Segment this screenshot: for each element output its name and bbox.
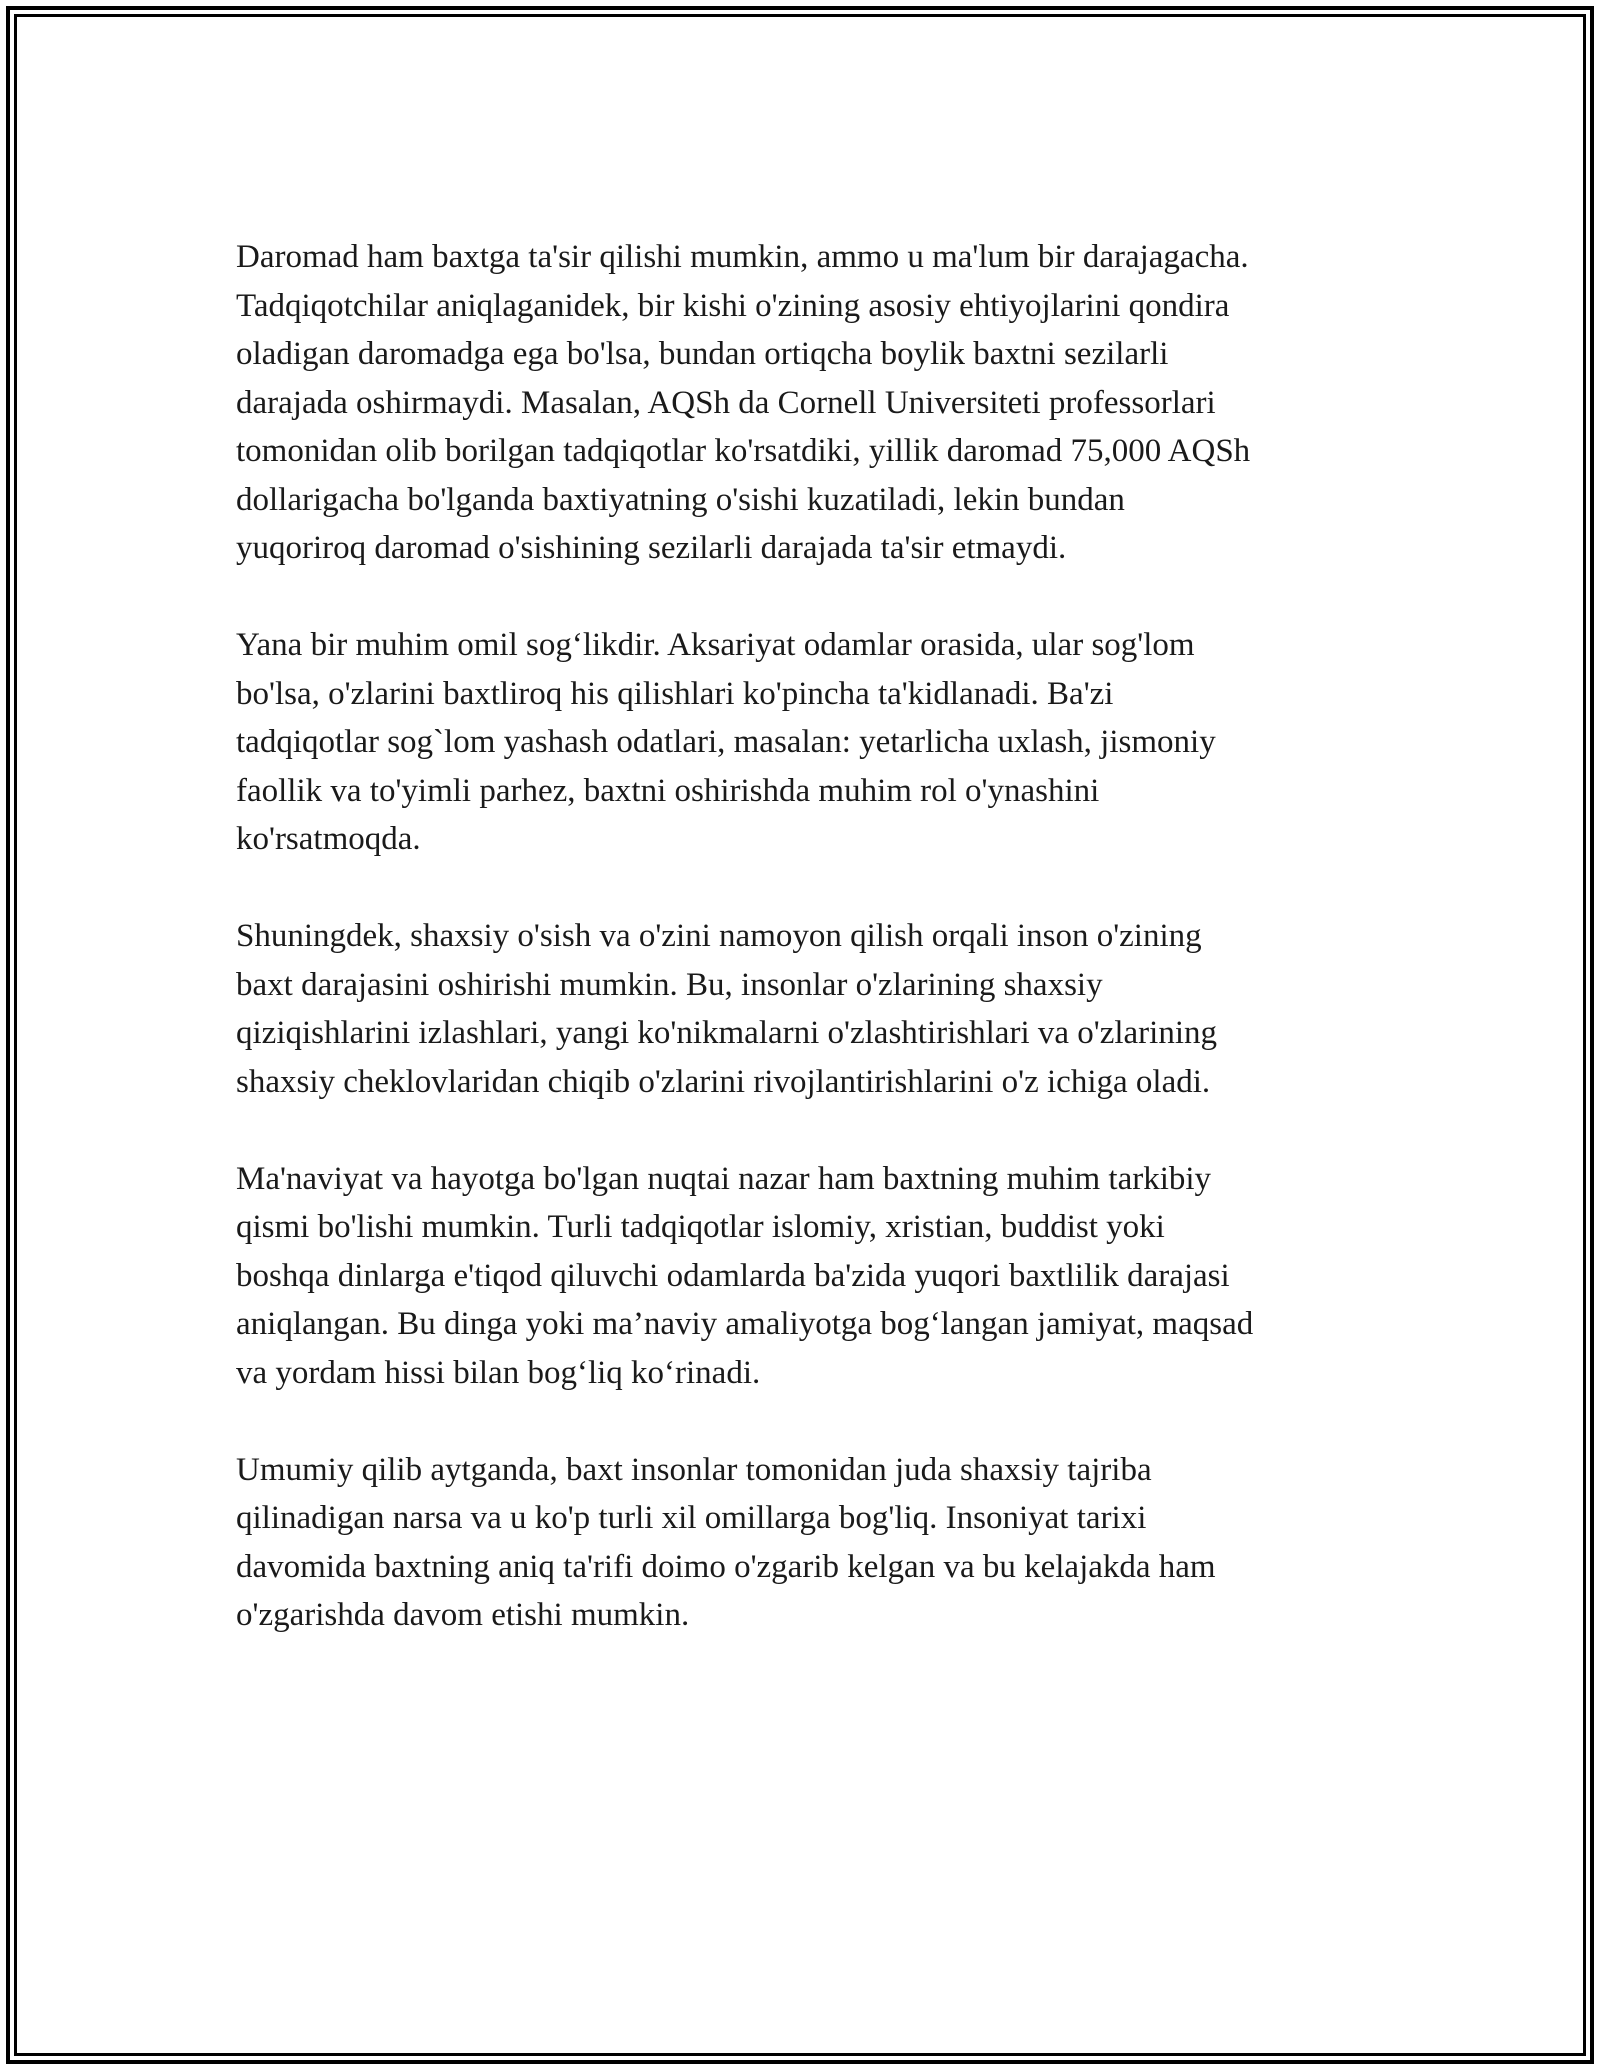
text-line: dollarigacha bo'lganda baxtiyatning o'sishi kuzatiladi, lekin bundan <box>236 481 1125 518</box>
text-line: Umumiy qilib aytganda, baxt insonlar tomonidan juda shaxsiy tajriba <box>236 1451 1152 1488</box>
text-line: Shuningdek, shaxsiy o'sish va o'zini namoyon qilish orqali inson o'zining <box>236 918 1202 954</box>
text-line: davomida baxtning aniq ta'rifi doimo o'zgarib kelgan va bu kelajakda ham <box>236 1548 1216 1585</box>
text-line: oladigan daromadga ega bo'lsa, bundan ortiqcha boylik baxtni sezilarli <box>236 336 1169 372</box>
document-body <box>236 233 1376 1688</box>
text-line: tomonidan olib borilgan tadqiqotlar ko'rsatdiki, yillik daromad 75,000 AQSh <box>236 433 1251 469</box>
text-line: bo'lsa, o'zlarini baxtliroq his qilishlari ko'pincha ta'kidlanadi. Ba'zi <box>236 675 1114 712</box>
text-line: Ma'naviyat va hayotga bo'lgan nuqtai nazar ham baxtning muhim tarkibiy <box>236 1160 1212 1197</box>
text-line: qilinadigan narsa va u ko'p turli xil omillarga bog'liq. Insoniyat tarixi <box>236 1500 1147 1536</box>
paragraph-income <box>236 233 1376 573</box>
text-line: Daromad ham baxtga ta'sir qilishi mumkin, ammo u ma'lum bir darajagacha. <box>236 239 1249 275</box>
text-line: va yordam hissi bilan bog‘liq ko‘rinadi. <box>236 1354 761 1391</box>
text-line: Tadqiqotchilar aniqlaganidek, bir kishi o'zining asosiy ehtiyojlarini qondira <box>236 287 1230 324</box>
text-line: baxt darajasini oshirishi mumkin. Bu, insonlar o'zlarining shaxsiy <box>236 966 1103 1003</box>
text-line: qiziqishlarini izlashlari, yangi ko'nikmalarni o'zlashtirishlari va o'zlarining <box>236 1015 1217 1051</box>
text-line: boshqa dinlarga e'tiqod qiluvchi odamlarda ba'zida yuqori baxtlilik darajasi <box>236 1257 1230 1294</box>
text-line: shaxsiy cheklovlaridan chiqib o'zlarini rivojlantirishlarini o'z ichiga oladi. <box>236 1063 1211 1100</box>
text-line: Yana bir muhim omil sog‘likdir. Aksariyat odamlar orasida, ular sog'lom <box>236 627 1195 663</box>
text-line: aniqlangan. Bu dinga yoki ma’naviy amaliyotga bog‘langan jamiyat, maqsad <box>236 1306 1254 1342</box>
text-line: qismi bo'lishi mumkin. Turli tadqiqotlar islomiy, xristian, buddist yoki <box>236 1209 1165 1245</box>
text-line: o'zgarishda davom etishi mumkin. <box>236 1597 690 1633</box>
text-line: faollik va to'yimli parhez, baxtni oshirishda muhim rol o'ynashini <box>236 772 1100 809</box>
paragraph-personal-growth <box>236 912 1376 1106</box>
paragraph-health <box>236 621 1376 864</box>
paragraph-spirituality <box>236 1155 1376 1398</box>
text-line: tadqiqotlar sog`lom yashash odatlari, masalan: yetarlicha uxlash, jismoniy <box>236 724 1216 760</box>
text-line: yuqoriroq daromad o'sishining sezilarli darajada ta'sir etmaydi. <box>236 530 1067 566</box>
paragraph-conclusion <box>236 1446 1376 1640</box>
text-line: ko'rsatmoqda. <box>236 821 421 857</box>
text-line: darajada oshirmaydi. Masalan, AQSh da Cornell Universiteti professorlari <box>236 384 1216 421</box>
